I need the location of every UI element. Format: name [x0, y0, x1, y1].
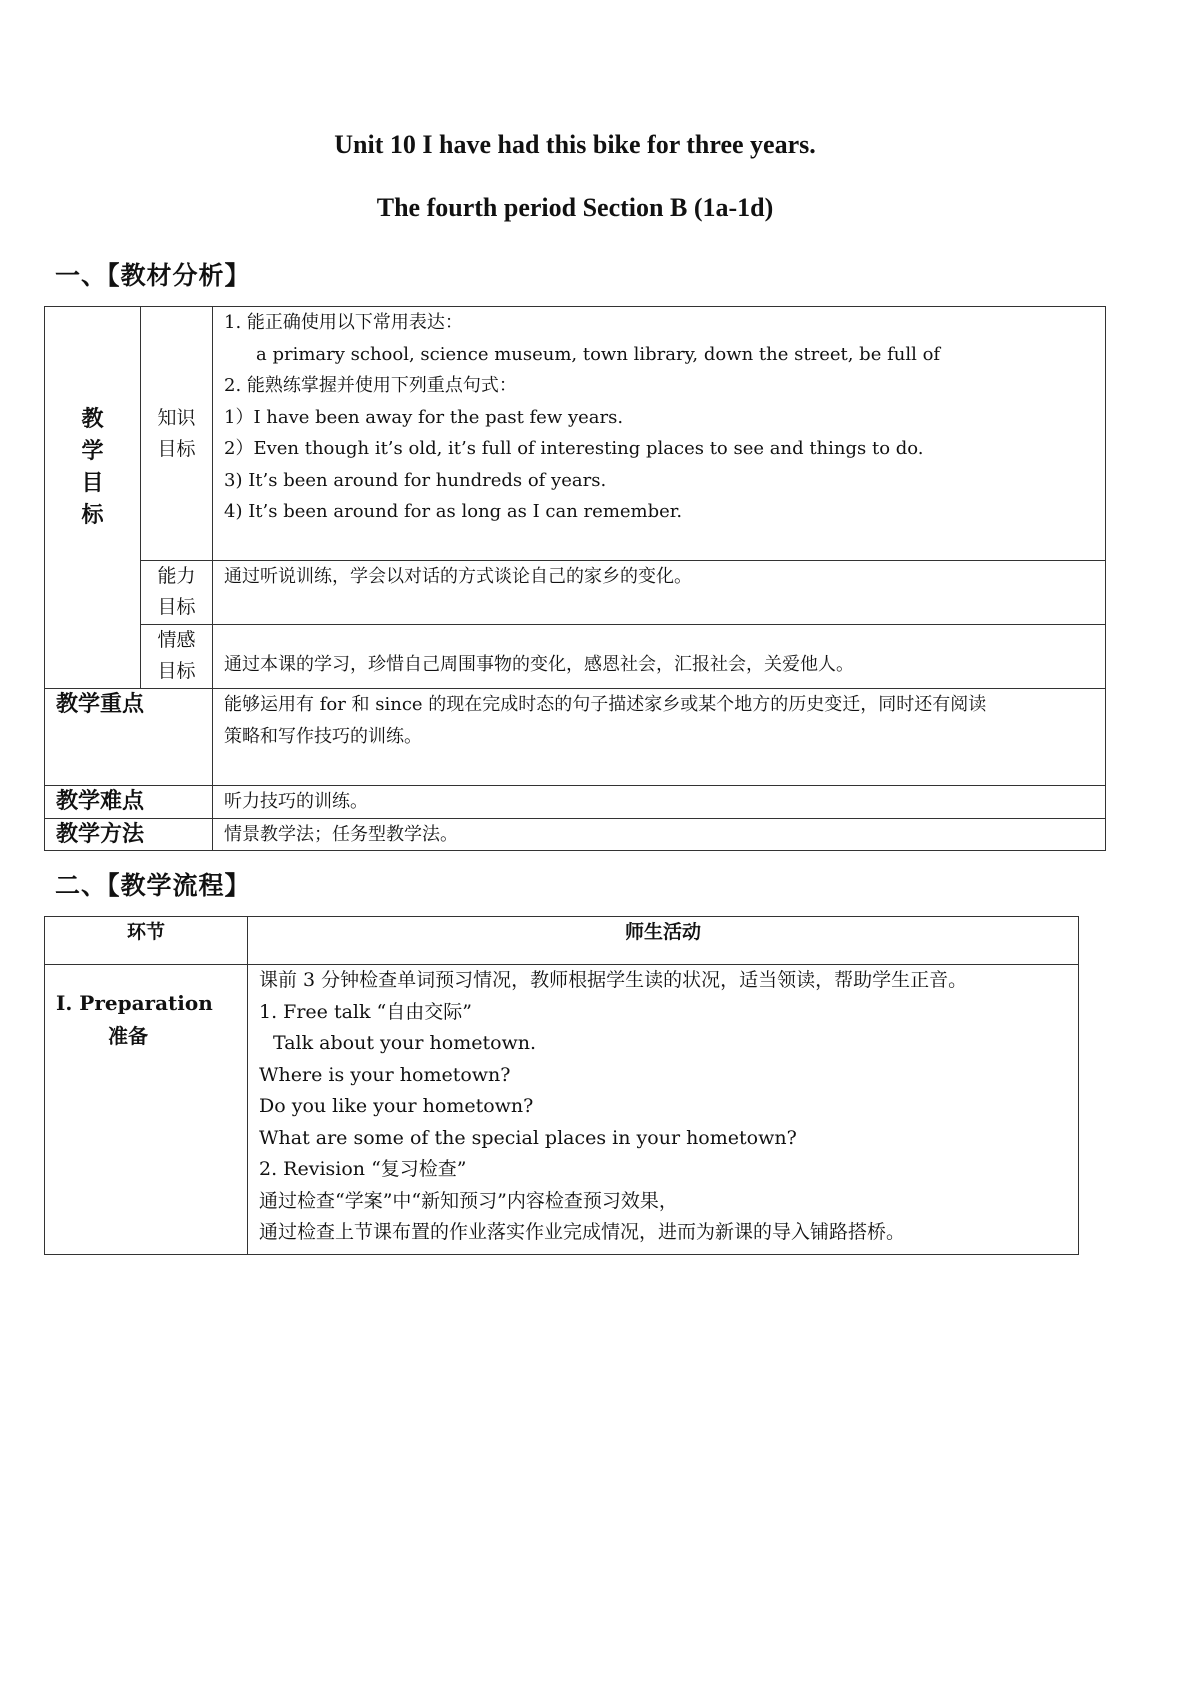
document-subtitle: The fourth period Section B (1a-1d)	[376, 193, 774, 222]
goals-label-char: 学	[81, 438, 104, 464]
activity-content	[248, 965, 1079, 1255]
ability-goal-content: 通过听说训练，学会以对话的方式谈论自己的家乡的变化。	[213, 561, 1106, 625]
activity-line: 课前 3 分钟检查单词预习情况，教师根据学生读的状况，适当领读，帮助学生正音。	[259, 969, 968, 991]
activity-line: Where is your hometown?	[259, 1063, 511, 1086]
section-heading-process: 二、【教学流程】	[55, 871, 251, 900]
knowledge-goal-label: 知识 目标	[141, 307, 213, 561]
header-stage: 环节	[45, 917, 248, 965]
knowledge-line: 4) It’s been around for as long as I can remember.	[224, 501, 683, 522]
key-points-label: 教学重点	[45, 689, 213, 786]
difficult-points-content: 听力技巧的训练。	[213, 786, 1106, 819]
knowledge-goal-content	[213, 307, 1106, 561]
difficult-points-label: 教学难点	[45, 786, 213, 819]
stage-name-en: I. Preparation	[56, 991, 213, 1015]
header-activity: 师生活动	[248, 917, 1079, 965]
knowledge-line: 3) It’s been around for hundreds of years.	[224, 469, 607, 491]
stage-name-cn: 准备	[108, 1024, 148, 1048]
emotion-goal-label: 情感 目标	[141, 625, 213, 689]
stage-preparation	[45, 965, 248, 1255]
knowledge-line: a primary school, science museum, town library, down the street, be full of	[256, 343, 941, 365]
activity-line: 2. Revision “复习检查”	[259, 1158, 467, 1180]
section-heading-analysis: 一、【教材分析】	[55, 261, 251, 290]
knowledge-line: 2）Even though it’s old, it’s full of interesting places to see and things to do.	[224, 438, 924, 459]
knowledge-line: 1. 能正确使用以下常用表达：	[224, 312, 463, 333]
teaching-goals-label	[45, 307, 141, 689]
activity-line: Talk about your hometown.	[273, 1032, 537, 1054]
emotion-goal-content: 通过本课的学习，珍惜自己周围事物的变化，感恩社会，汇报社会，关爱他人。	[213, 625, 1106, 689]
goals-label-char: 标	[81, 502, 104, 528]
knowledge-line: 1）I have been away for the past few years.	[224, 406, 624, 428]
activity-line: 通过检查上节课布置的作业落实作业完成情况，进而为新课的导入铺路搭桥。	[259, 1221, 906, 1243]
document-title: Unit 10 I have had this bike for three years.	[334, 130, 816, 159]
knowledge-line: 2. 能熟练掌握并使用下列重点句式：	[224, 375, 517, 396]
methods-label: 教学方法	[45, 818, 213, 851]
process-table	[44, 916, 1079, 1255]
activity-line: 通过检查“学案”中“新知预习”内容检查预习效果，	[259, 1189, 678, 1212]
activity-line: 1. Free talk “自由交际”	[259, 1000, 472, 1023]
goals-label-char: 教	[81, 406, 104, 432]
activity-line: What are some of the special places in your hometown?	[259, 1126, 797, 1149]
ability-goal-label: 能力 目标	[141, 561, 213, 625]
analysis-table	[44, 306, 1106, 851]
activity-line: Do you like your hometown?	[259, 1095, 534, 1117]
key-points-content: 能够运用有 for 和 since 的现在完成时态的句子描述家乡或某个地方的历史变迁，同时还有阅读 策略和写作技巧的训练。	[213, 689, 1106, 786]
goals-label-char: 目	[81, 470, 104, 496]
methods-content: 情景教学法；任务型教学法。	[213, 818, 1106, 851]
